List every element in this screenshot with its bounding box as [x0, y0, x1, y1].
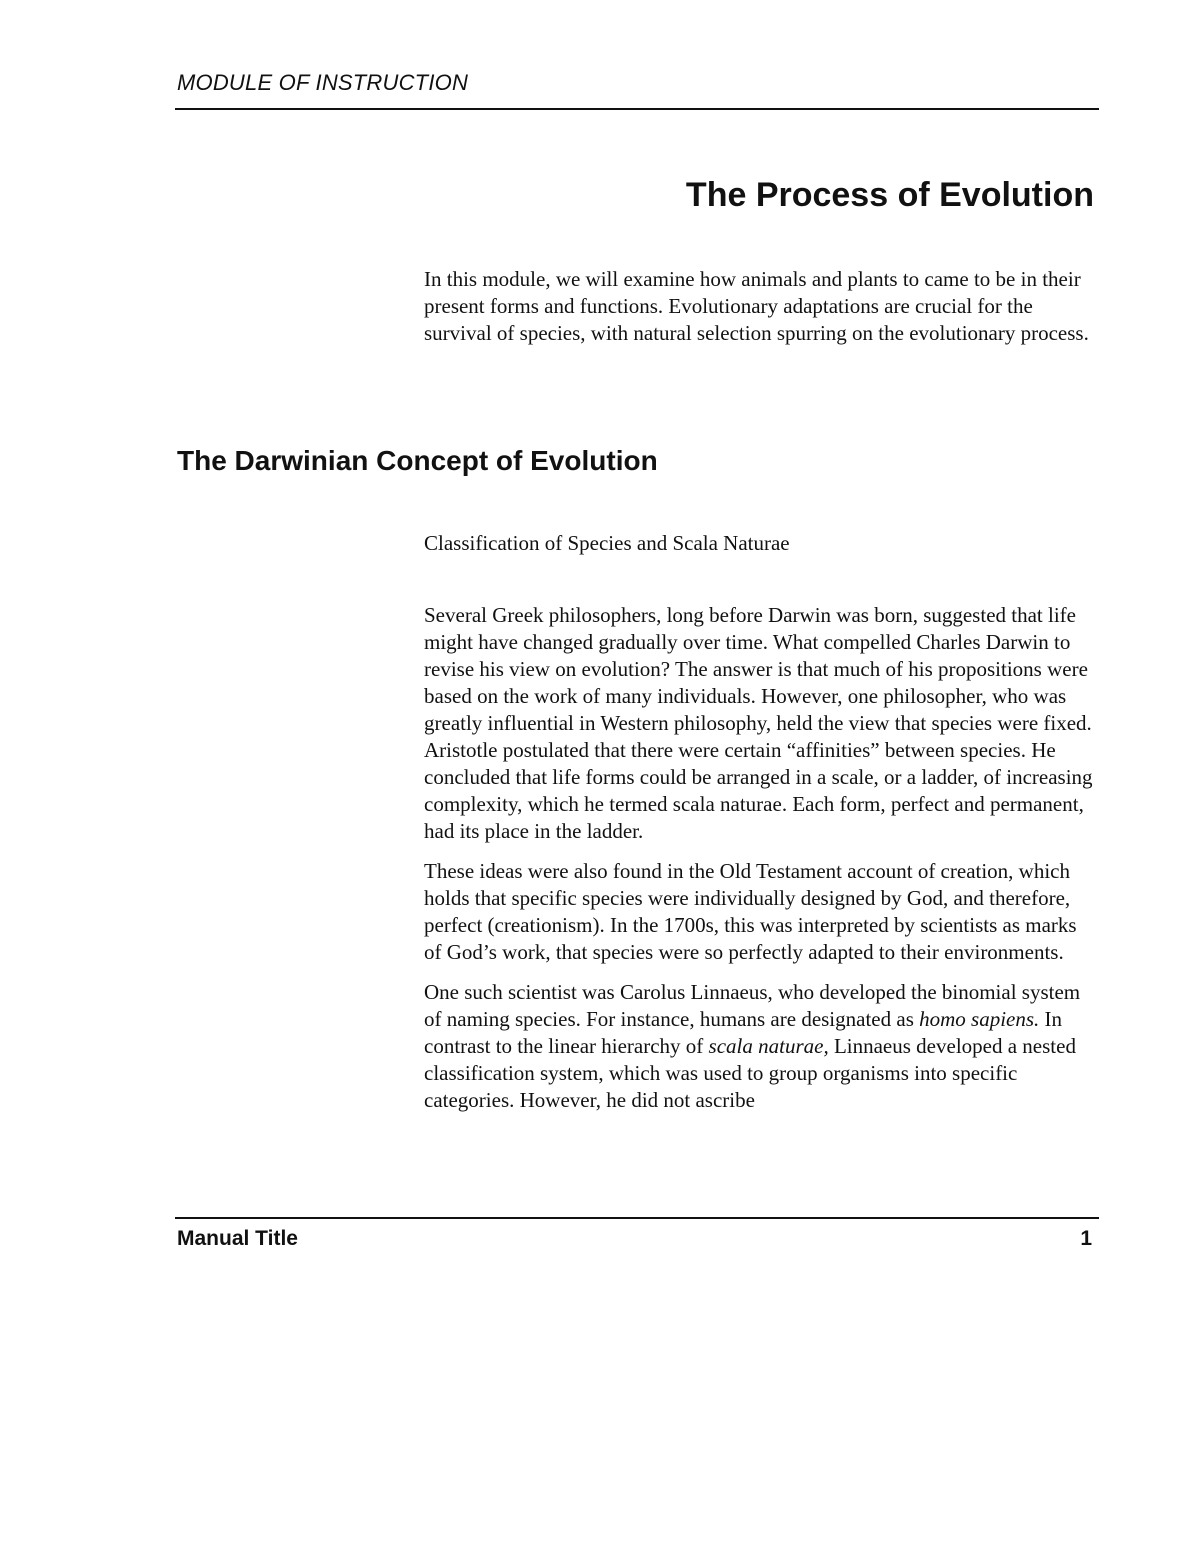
page-title: The Process of Evolution — [685, 176, 1094, 214]
section-heading: The Darwinian Concept of Evolution — [177, 445, 658, 476]
running-head: MODULE OF INSTRUCTION — [177, 70, 469, 95]
footer-manual-title: Manual Title — [177, 1227, 298, 1250]
paragraph-2: These ideas were also found in the Old Testament account of creation, which holds that specific species were individually designed by God, and therefore, perfect (creationism). In the 1700s, this was interpreted by scientists as marks of God’s work, that species were so perfectly adapted to their environments. — [424, 859, 1077, 964]
intro-block — [424, 266, 1096, 347]
header-divider — [175, 108, 1099, 110]
paragraph-3-text-2: In contrast to the linear hierarchy of — [424, 1007, 1063, 1058]
subheading: Classification of Species and Scala Naturae — [424, 531, 790, 555]
paragraph-3-italic-1: homo sapiens. — [919, 1007, 1040, 1031]
footer-divider — [175, 1217, 1099, 1219]
body-content — [424, 602, 1096, 1114]
page-number: 1 — [1080, 1227, 1092, 1250]
paragraph-3-text-1: One such scientist was Carolus Linnaeus, who developed the binomial system of naming species. For instance, humans are designated as — [424, 980, 1081, 1031]
intro-paragraph: In this module, we will examine how animals and plants to came to be in their present forms and functions. Evolutionary adaptations are crucial for the survival of species, with natural selection spurring on the evolutionary process. — [424, 267, 1089, 345]
paragraph-3 — [424, 979, 1096, 1114]
paragraph-3-italic-2: scala naturae, — [708, 1034, 829, 1058]
subheading-block — [424, 530, 1096, 557]
paragraph-3-text-3: Linnaeus developed a nested classification system, which was used to group organisms into specific categories. However, he did not ascribe — [424, 1034, 1076, 1112]
paragraph-1: Several Greek philosophers, long before Darwin was born, suggested that life might have changed gradually over time. What compelled Charles Darwin to revise his view on evolution? The answer is that much of his propositions were based on the work of many individuals. However, one philosopher, who was greatly influential in Western philosophy, held the view that species were fixed. Aristotle postulated that there were certain “affinities” between species. He concluded that life forms could be arranged in a scale, or a ladder, of increasing complexity, which he termed scala naturae. Each form, perfect and permanent, had its place in the ladder. — [424, 603, 1093, 843]
